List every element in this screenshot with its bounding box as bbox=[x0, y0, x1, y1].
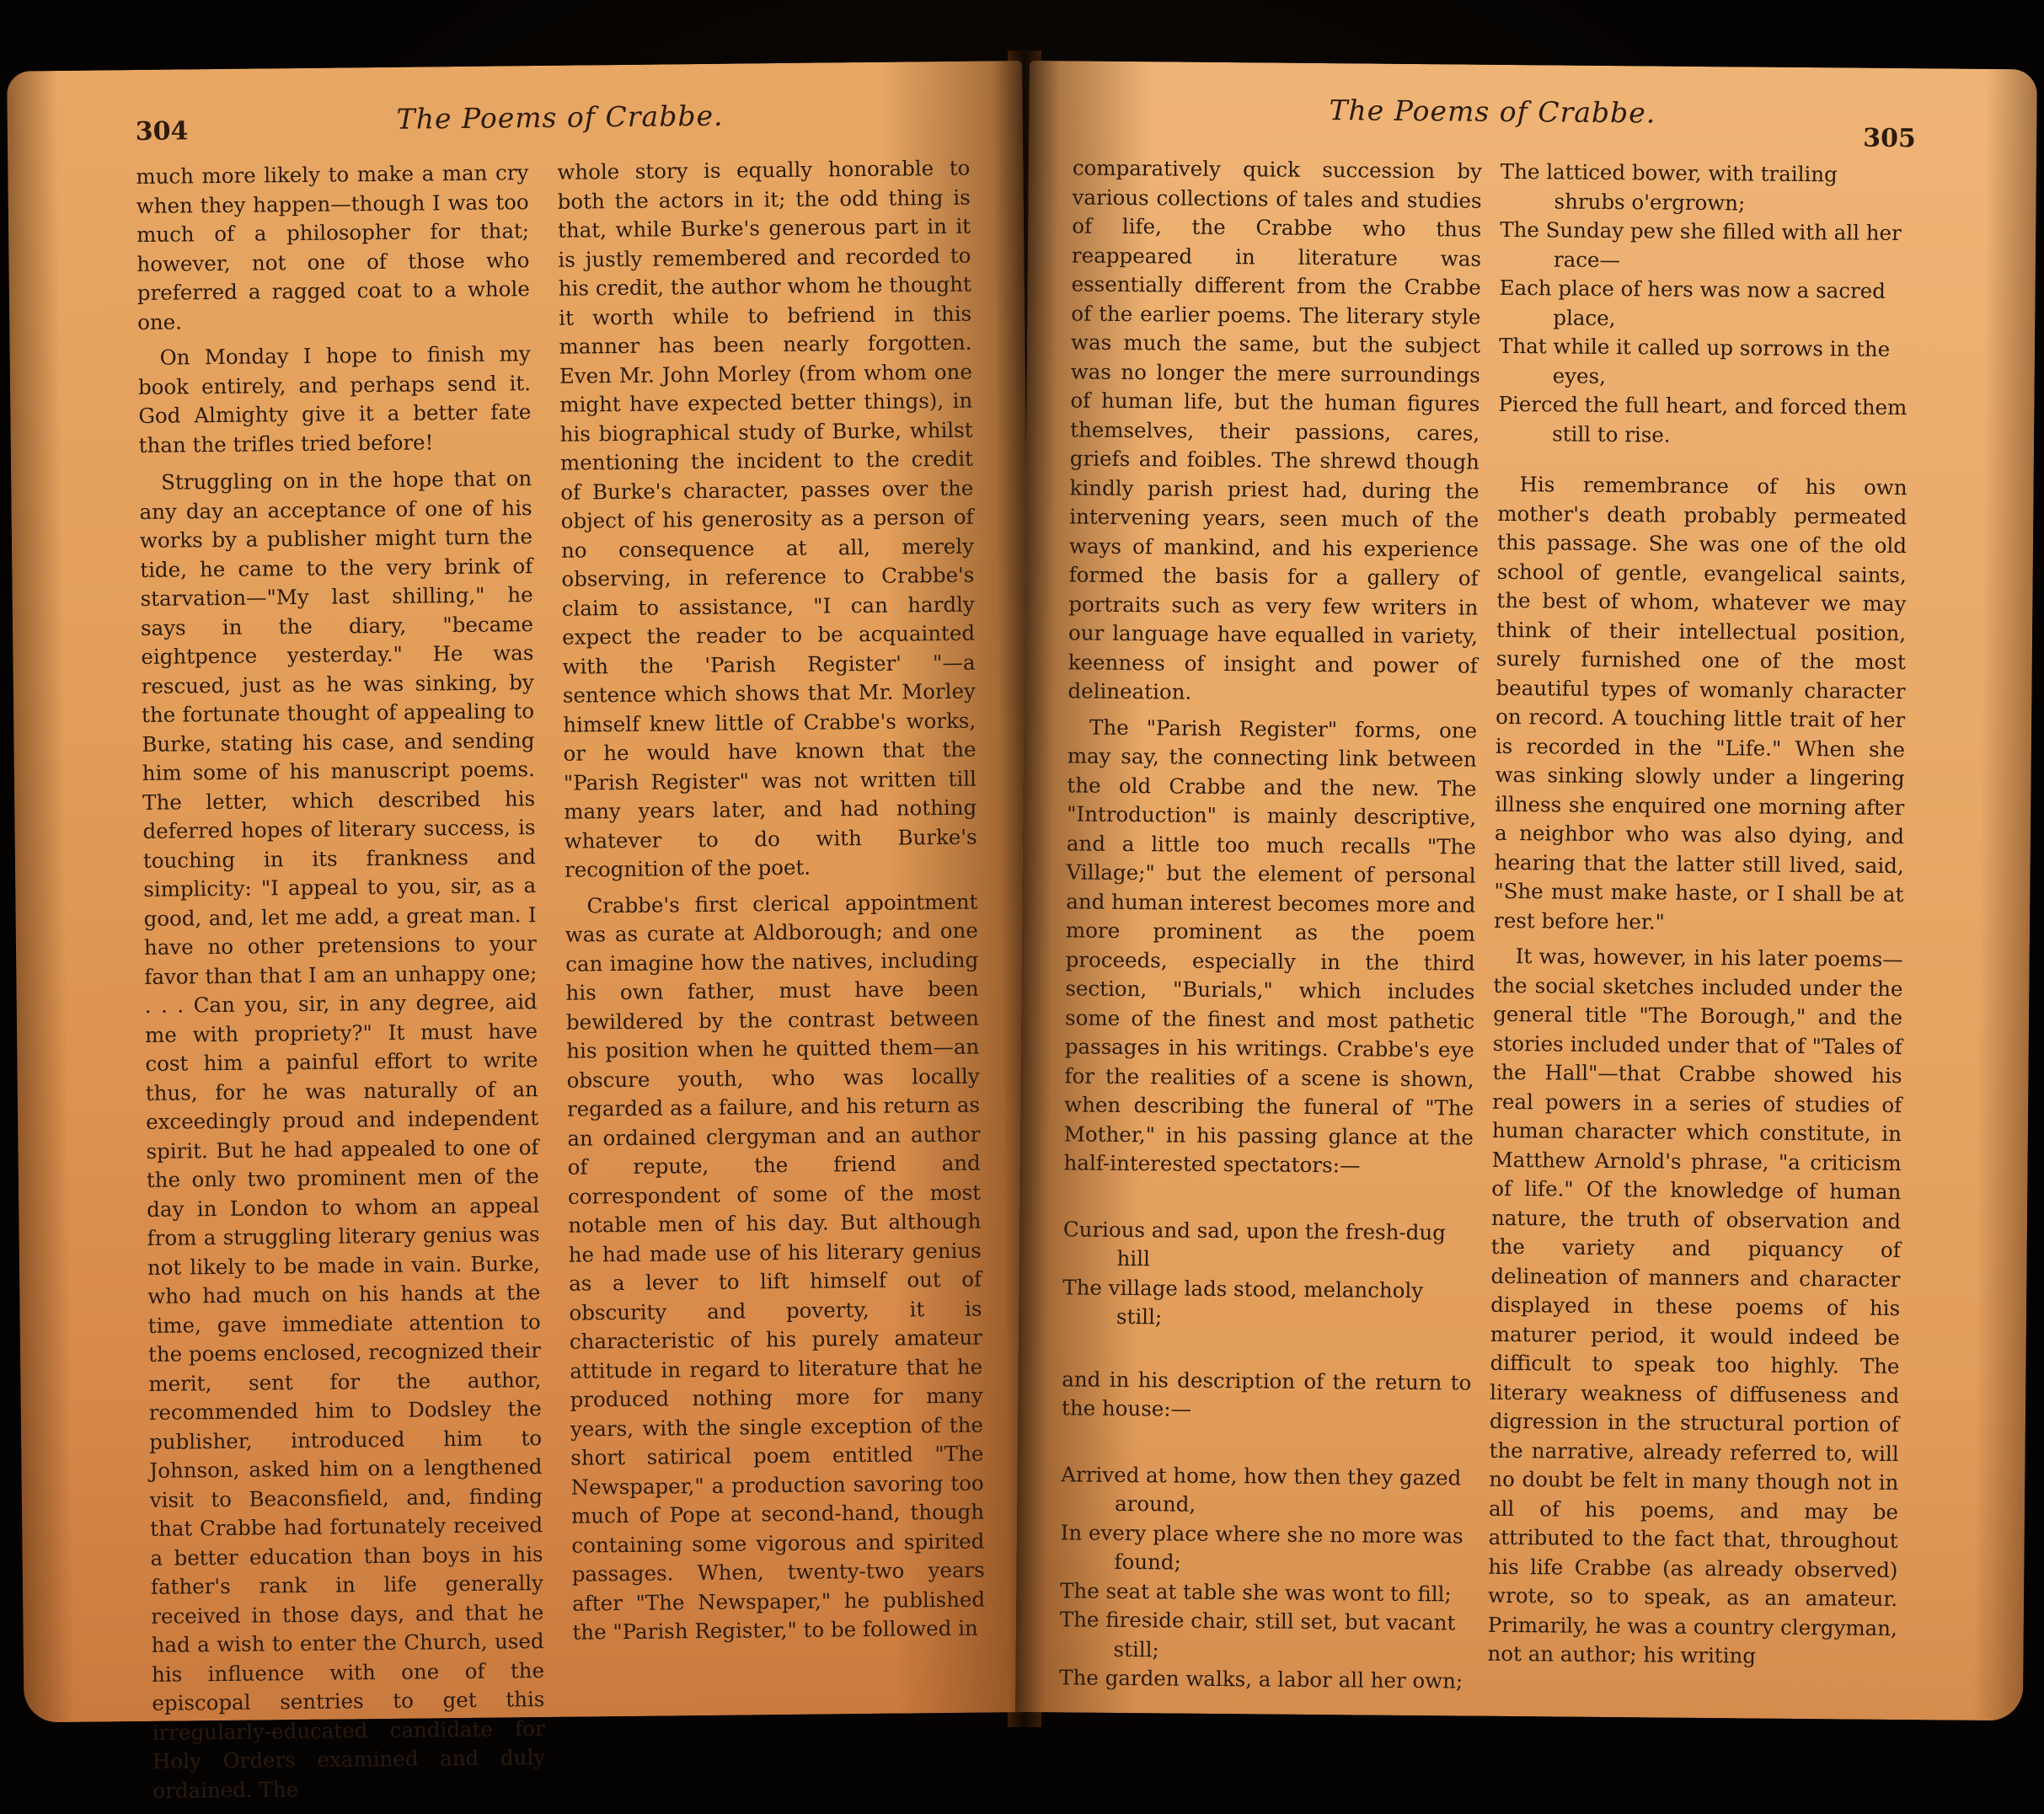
left-col1-paragraph-2: On Monday I hope to finish my book entirely, and perhaps send it. God Almighty give it a better fate than the trifles tried before! bbox=[137, 341, 532, 458]
right-col1-paragraph-2: The "Parish Register" forms, one may say, the connecting link between the old Crabbe and the new. The "Introduction" is mainly descriptive, and a little too much recalls "The Village;" but the element of personal and human interest becomes more and more prominent as the poem proceeds, especially in the third section, "Burials," which includes some of the finest and most pathetic passages in his writings. Crabbe's eye for the realities of a scene is shown, when describing the funeral of "The Mother," in his passing glance at the half-interested spectators:— bbox=[1063, 714, 1478, 1178]
verse-line: The garden walks, a labor all her own; bbox=[1059, 1665, 1463, 1694]
right-running-head: The Poems of Crabbe. bbox=[1329, 94, 1656, 130]
left-column-1 bbox=[136, 158, 545, 1812]
left-col1-paragraph-3: Struggling on in the hope that on any day an acceptance of one of his works by a publisher might turn the tide, he came to the very brink of starvation—"My last shilling," he says in the diary, "became eightpence yesterday." He was rescued, just as he was sinking, by the fortunate thought of appealing to Burke, stating his case, and sending him some of his manuscript poems. The letter, which described his deferred hopes of literary success, is touching in its frankness and simplicity: "I appeal to you, sir, as a good, and, let me add, a great man. I have no other pretensions to your favor than that I am an unhappy one; . . . Can you, sir, in any degree, aid me with propriety?" It must have cost him a painful effort to write thus, for he was naturally of an exceedingly proud and independent spirit. But he had appealed to one of the only two prominent men of the day in London to whom an appeal from a struggling literary genius was not likely to be made in vain. Burke, who had much on his hands at the time, gave immediate attention to the poems enclosed, recognized their merit, sent for the author, recommended him to Dodsley the publisher, introduced him to Johnson, asked him on a lengthened visit to Beaconsfield, and, finding that Crabbe had fortunately received a better education than boys in his father's rank in life generally received in those days, and that he had a wish to enter the Church, used his influence with one of the episcopal sentries to get this irregularly-educated candidate for Holy Orders examined and duly ordained. The bbox=[139, 466, 546, 1803]
left-col2-paragraph-2: Crabbe's first clerical appointment was as curate at Aldborough; and one can imagine how the natives, including his own father, must have been bewildered by the contrast between his position when he quitted them—an obscure youth, who was locally regarded as a failure, and his return as an ordained clergyman and an author of repute, the friend and correspondent of some of the most notable men of his day. But although he had made use of his literary genius as a lever to lift himself out of obscurity and poverty, it is characteristic of his purely amateur attitude in regard to literature that he produced nothing more for many years, with the single exception of the short satirical poem entitled "The Newspaper," a production savoring too much of Pope at second-hand, though containing some vigorous and spirited passages. When, twenty-two years after "The Newspaper," he published the "Parish Register," to be followed in bbox=[565, 889, 986, 1645]
left-column-2 bbox=[557, 154, 986, 1655]
verse-line: The fireside chair, still set, but vacant still; bbox=[1059, 1607, 1456, 1661]
left-col1-paragraph-1: much more likely to make a man cry when they happen—though I was too much of a philosopher for that; however, not one of those who preferred a ragged coat to a whole one. bbox=[136, 160, 530, 334]
right-col2-paragraph-2: It was, however, in his later poems—the social sketches included under the general title "The Borough," and the stories included under that of "Tales of the Hall"—that Crabbe showed his real powers in a series of studies of human character which constitute, in Matthew Arnold's phrase, "a criticism of life." Of the knowledge of human nature, the truth of observation and the variety and piquancy of delineation of manners and character displayed in these poems of his maturer period, it would indeed be difficult to speak too highly. The literary weakness of diffuseness and digression in the structural portion of the narrative, already referred to, will no doubt be felt in many though not in all of his poems, and may be attributed to the fact that, throughout his life Crabbe (as already observed) wrote, so to speak, as an amateur. Primarily, he was a country clergyman, not an author; his writing bbox=[1487, 944, 1903, 1668]
verse-line: The latticed bower, with trailing shrubs o'ergrown; bbox=[1500, 158, 1838, 215]
right-column-1 bbox=[1059, 153, 1482, 1730]
verse-quote-continued bbox=[1498, 158, 1910, 452]
left-page-number: 304 bbox=[135, 116, 189, 147]
right-col2-paragraph-1: His remembrance of his own mother's death probably permeated this passage. She was one of the old school of gentle, evangelical saints, the best of whom, whatever we may think of their intellectual position, surely furnished one of the most beautiful types of womanly character on record. A touching little trait of her is recorded in the "Life." When she was sinking slowly under a lingering illness she enquired one morning after a neighbor who was also dying, and hearing that the latter still lived, said, "She must make haste, or I shall be at rest before her." bbox=[1493, 472, 1908, 934]
right-page-number: 305 bbox=[1863, 123, 1917, 154]
left-running-head: The Poems of Crabbe. bbox=[396, 99, 724, 136]
right-page bbox=[1015, 61, 2037, 1720]
verse-line: The seat at table she was wont to fill; bbox=[1060, 1577, 1452, 1606]
verse-quote-1 bbox=[1062, 1215, 1473, 1335]
verse-line: Each place of hers was now a sacred place, bbox=[1499, 275, 1886, 330]
verse-line: Pierced the full heart, and forced them still to rise. bbox=[1498, 391, 1908, 447]
verse-line: In every place where she no more was found; bbox=[1060, 1519, 1463, 1575]
verse-line: That while it called up sorrows in the eyes, bbox=[1498, 333, 1891, 388]
left-col2-paragraph-1: whole story is equally honorable to both the actors in it; the odd thing is that, while Burke's generous part in it is justly remembered and recorded to his credit, the author whom he thought it worth while to befriend in this manner has been nearly forgotten. Even Mr. John Morley (from whom one might have expected better things), in his biographical study of Burke, whilst mentioning the incident to the credit of Burke's character, passes over the object of his generosity as a person of no consequence at all, merely observing, in reference to Crabbe's claim to assistance, "I can hardly expect the reader to be acquainted with the 'Parish Register' "—a sentence which shows that Mr. Morley himself knew little of Crabbe's works, or he would have known that the "Parish Register" was not written till many years later, and had nothing whatever to do with Burke's recognition of the poet. bbox=[557, 155, 977, 882]
verse-line: Curious and sad, upon the fresh-dug hill bbox=[1062, 1216, 1447, 1271]
verse-line: The village lads stood, melancholy still; bbox=[1062, 1274, 1424, 1330]
right-col1-paragraph-1: comparatively quick succession by various collections of tales and studies of life, the Crabbe who thus reappeared in literature was essentially different from the Crabbe of the earlier poems. The literary style was much the same, but the subject was no longer the mere surroundings of human life, but the human figures themselves, their passions, cares, griefs and foibles. The shrewd though kindly parish priest had, during the intervening years, seen much of the ways of mankind, and his experience formed the basis for a gallery of portraits such as very few writers in our language have equalled in variety, keenness of insight and power of delineation. bbox=[1067, 155, 1483, 704]
right-col1-bridge-text: and in his description of the return to the house:— bbox=[1061, 1366, 1472, 1421]
right-column-2 bbox=[1487, 158, 1910, 1679]
verse-line: The Sunday pew she filled with all her race— bbox=[1500, 217, 1902, 272]
verse-line: Arrived at home, how then they gazed around, bbox=[1061, 1461, 1462, 1517]
left-page bbox=[7, 61, 1039, 1803]
verse-quote-2 bbox=[1059, 1460, 1470, 1696]
